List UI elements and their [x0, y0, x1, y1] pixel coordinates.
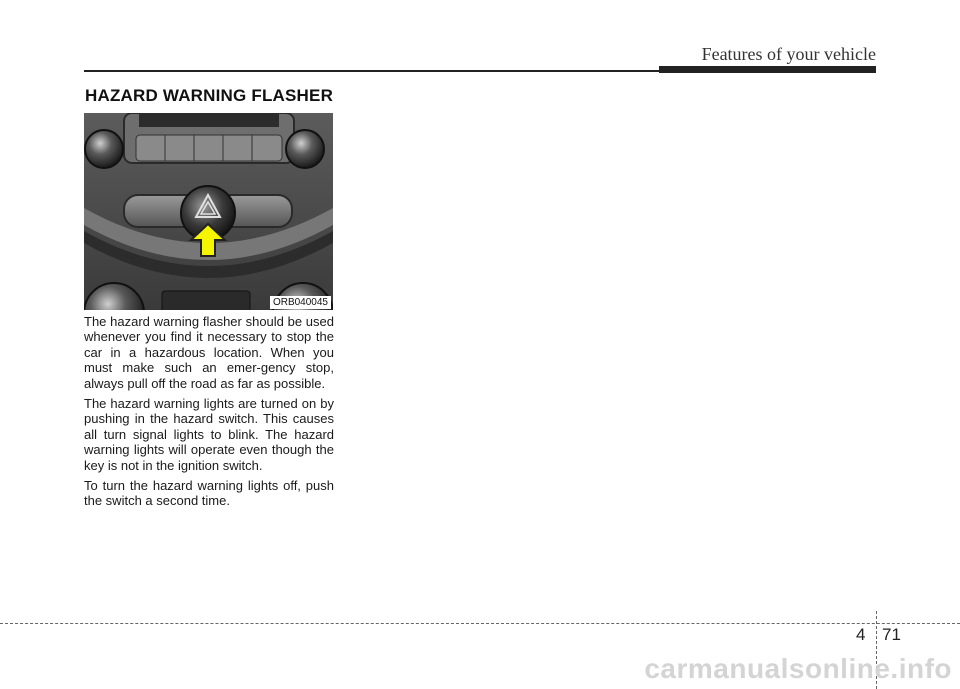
- chapter-number: 4: [856, 625, 866, 644]
- footer-rule: [0, 623, 960, 624]
- figure-code: ORB040045: [270, 296, 331, 309]
- dashboard-illustration: [84, 113, 333, 310]
- header-rule-accent: [659, 66, 876, 73]
- page-number: 71: [882, 625, 901, 644]
- paragraph: To turn the hazard warning lights off, push the switch a second time.: [84, 478, 334, 509]
- body-text: [84, 314, 334, 514]
- hazard-switch-illustration: [84, 113, 333, 310]
- left-knob: [85, 130, 123, 168]
- bottom-display: [162, 291, 250, 310]
- right-knob: [286, 130, 324, 168]
- header-title: Features of your vehicle: [701, 44, 876, 64]
- paragraph: The hazard warning flasher should be used whenever you find it necessary to stop the car in a hazardous location. When you must make such an emer-gency stop, always pull off the road as far as possible.: [84, 314, 334, 391]
- watermark: carmanualsonline.info: [644, 653, 952, 684]
- section-title: HAZARD WARNING FLASHER: [85, 86, 334, 105]
- preset-buttons: [136, 135, 282, 161]
- paragraph: The hazard warning lights are turned on by pushing in the hazard switch. This causes all turn signal lights to blink. The hazard warning lights will operate even though the key is not in the ignition switch.: [84, 396, 334, 473]
- display-screen: [139, 113, 279, 127]
